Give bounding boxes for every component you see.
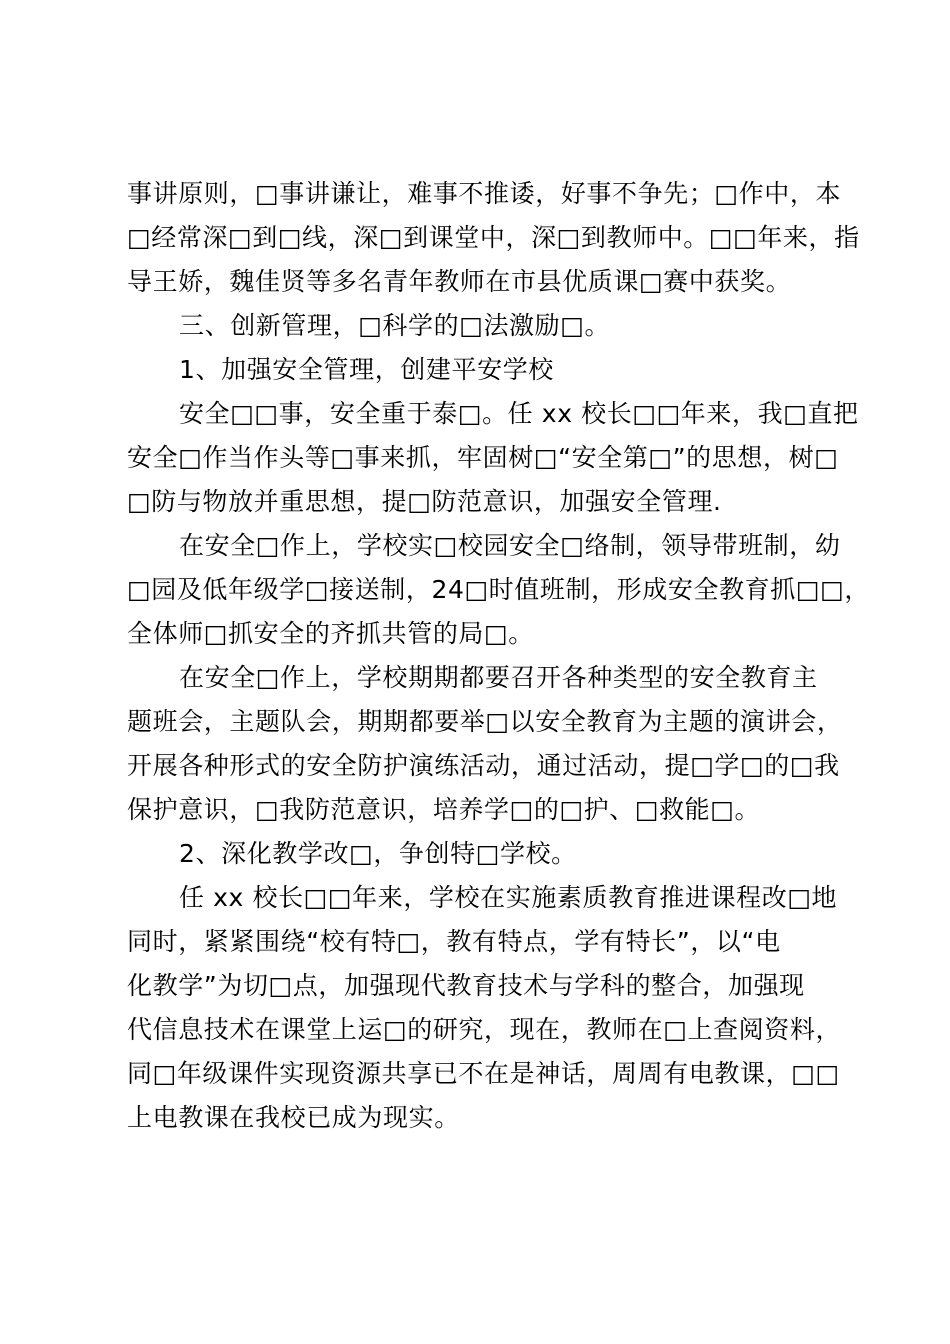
paragraph-work-style [127, 172, 862, 304]
section-heading-innovative-management [127, 304, 862, 348]
text-line: 化教学”为切□点，加强现代教育技术与学科的整合，加强现 [127, 971, 805, 1000]
text-line: 代信息技术在课堂上运□的研究，现在，教师在□上查阅资料， [127, 1015, 842, 1044]
text-line: 题班会，主题队会，期期都要举□以安全教育为主题的演讲会， [127, 707, 843, 736]
paragraph-safety-first [127, 392, 862, 524]
text-line: □防与物放并重思想，提□防范意识，加强安全管理. [127, 487, 722, 516]
text-line: 同时，紧紧围绕“校有特□，教有特点，学有特长”，以“电 [127, 927, 781, 956]
text-line: 安全□□事，安全重于泰□。任 xx 校长□□年来，我□直把 [179, 399, 859, 428]
text-line: 保护意识，□我防范意识，培养学□的□护、□救能□。 [127, 795, 761, 824]
subheading-safety-management [127, 348, 862, 392]
text-line: 导王娇，魏佳贤等多名青年教师在市县优质课□赛中获奖。 [127, 267, 792, 296]
text-line: 上电教课在我校已成为现实。 [127, 1103, 460, 1132]
text-line: 安全□作当作头等□事来抓，牢固树□“安全第□”的思想，树□ [127, 443, 839, 472]
text-line: 全体师□抓安全的齐抓共管的局□。 [127, 619, 534, 648]
text-line: 在安全□作上，学校期期都要召开各种类型的安全教育主 [179, 663, 818, 692]
document-body [127, 172, 870, 1140]
text-line: □经常深□到□线，深□到课堂中，深□到教师中。□□年来，指 [127, 223, 860, 252]
text-line: 事讲原则，□事讲谦让，难事不推诿，好事不争先；□作中，本 [127, 179, 842, 208]
subheading-teaching-reform [127, 832, 862, 876]
text-line: □园及低年级学□接送制，24□时值班制，形成安全教育抓□□， [127, 575, 870, 604]
text-line: 同□年级课件实现资源共享已不在是神话，周周有电教课，□□ [127, 1059, 840, 1088]
paragraph-safety-education [127, 656, 862, 832]
heading-line: 三、创新管理，□科学的□法激励□。 [179, 311, 611, 340]
text-line: 任 xx 校长□□年来，学校在实施素质教育推进课程改□地 [179, 883, 838, 912]
heading-line: 2、深化教学改□，争创特□学校。 [179, 839, 577, 868]
paragraph-safety-systems [127, 524, 870, 656]
paragraph-electronic-teaching [127, 876, 862, 1140]
text-line: 在安全□作上，学校实□校园安全□络制，领导带班制，幼 [179, 531, 841, 560]
text-line: 开展各种形式的安全防护演练活动，通过活动，提□学□的□我 [127, 751, 840, 780]
heading-line: 1、加强安全管理，创建平安学校 [179, 355, 554, 384]
